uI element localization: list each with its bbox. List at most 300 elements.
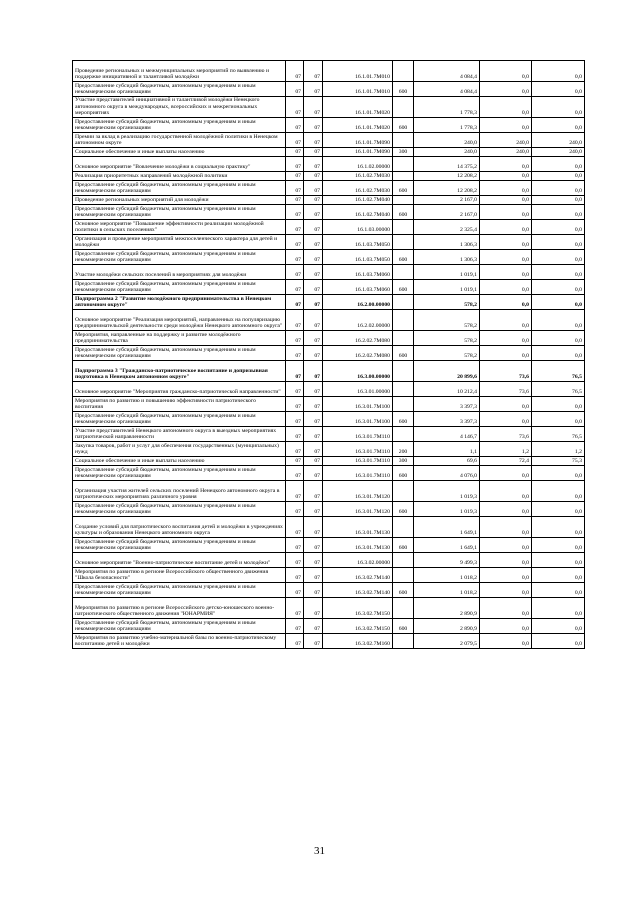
row-amount-3: 0,0: [532, 412, 585, 427]
row-expense-type-code: [393, 157, 414, 172]
row-name: Предоставление субсидий бюджетным, автономным учреждениям и иным некоммерческим организациям: [73, 82, 286, 97]
row-target-article-code: 16.2.02.7М080: [323, 331, 393, 346]
row-amount-3: 0,0: [532, 196, 585, 205]
row-subsection-code: 07: [304, 148, 323, 157]
row-subsection-code: 07: [304, 82, 323, 97]
row-subsection-code: 07: [304, 181, 323, 196]
row-target-article-code: 16.1.01.7М020: [323, 118, 393, 133]
row-amount-3: 0,0: [532, 280, 585, 295]
row-expense-type-code: [393, 481, 414, 502]
row-amount-2: 0,0: [480, 82, 532, 97]
table-row: [73, 265, 585, 280]
row-expense-type-code: [393, 517, 414, 538]
row-name: Подпрограмма 2 "Развитие молодёжного предпринимательства в Ненецком автономном округе": [73, 295, 286, 310]
row-name: Организация и проведение мероприятий межпоселенческого характера для детей и молодёжи: [73, 235, 286, 250]
row-section-code: 07: [286, 517, 304, 538]
row-amount-1: 1 018,2: [414, 568, 480, 583]
row-target-article-code: 16.3.01.00000: [323, 382, 393, 397]
row-amount-2: 0,0: [480, 568, 532, 583]
row-amount-3: 0,0: [532, 265, 585, 280]
row-amount-1: 578,2: [414, 331, 480, 346]
row-amount-3: 0,0: [532, 61, 585, 82]
table-row: [73, 553, 585, 568]
row-target-article-code: 16.2.00.00000: [323, 295, 393, 310]
row-target-article-code: 16.3.01.7М110: [323, 466, 393, 481]
row-amount-3: 76,5: [532, 361, 585, 382]
row-expense-type-code: 600: [393, 538, 414, 553]
row-amount-2: 0,0: [480, 118, 532, 133]
row-section-code: 07: [286, 457, 304, 466]
row-subsection-code: 07: [304, 412, 323, 427]
table-row: [73, 181, 585, 196]
row-expense-type-code: 600: [393, 250, 414, 265]
row-amount-1: 1 019,3: [414, 502, 480, 517]
row-amount-3: 240,0: [532, 148, 585, 157]
row-target-article-code: 16.1.02.7М040: [323, 205, 393, 220]
row-amount-2: 0,0: [480, 295, 532, 310]
row-amount-3: 0,0: [532, 502, 585, 517]
row-section-code: 07: [286, 118, 304, 133]
row-name: Основное мероприятие "Реализация мероприятий, направленных на популяризацию предпринимательской деятельности среди молодёжи Ненецкого автономного округа": [73, 310, 286, 331]
row-name: Социальное обеспечение и иные выплаты населению: [73, 148, 286, 157]
row-expense-type-code: 600: [393, 205, 414, 220]
row-name: Предоставление субсидий бюджетным, автономным учреждениям и иным некоммерческим организациям: [73, 538, 286, 553]
row-amount-3: 0,0: [532, 235, 585, 250]
row-subsection-code: 07: [304, 466, 323, 481]
row-amount-3: 0,0: [532, 634, 585, 649]
table-row: [73, 598, 585, 619]
row-amount-2: 0,0: [480, 346, 532, 361]
row-amount-1: 240,0: [414, 133, 480, 148]
row-amount-3: 0,0: [532, 346, 585, 361]
row-name: Основное мероприятие "Мероприятия гражданско-патриотической направленности": [73, 382, 286, 397]
row-name: Премии за вклад в реализацию государственной молодёжной политики в Ненецком автономном округе: [73, 133, 286, 148]
row-subsection-code: 07: [304, 553, 323, 568]
row-name: Участие представителей Ненецкого автономного округа в выездных мероприятиях патриотической направленности: [73, 427, 286, 442]
row-amount-3: 0,0: [532, 583, 585, 598]
row-section-code: 07: [286, 181, 304, 196]
table-row: [73, 157, 585, 172]
row-name: Мероприятия, направленные на поддержку и развитие молодёжного предпринимательства: [73, 331, 286, 346]
row-subsection-code: 07: [304, 538, 323, 553]
row-section-code: 07: [286, 148, 304, 157]
row-section-code: 07: [286, 82, 304, 97]
row-subsection-code: 07: [304, 583, 323, 598]
row-target-article-code: 16.1.03.7М060: [323, 280, 393, 295]
row-amount-1: 578,2: [414, 346, 480, 361]
row-section-code: 07: [286, 133, 304, 148]
row-name: Подпрограмма 3 "Гражданско-патриотическое воспитание и допризывная подготовка в Ненецком автономном округе": [73, 361, 286, 382]
row-target-article-code: 16.1.03.7М060: [323, 265, 393, 280]
row-amount-3: 0,0: [532, 538, 585, 553]
row-section-code: 07: [286, 442, 304, 457]
row-subsection-code: 07: [304, 280, 323, 295]
row-expense-type-code: 600: [393, 346, 414, 361]
row-name: Участие представителей инициативной и талантливой молодёжи Ненецкого автономного округа в международных, всероссийских и межрегиональных мероприятиях: [73, 97, 286, 118]
row-name: Предоставление субсидий бюджетным, автономным учреждениям и иным некоммерческим организациям: [73, 619, 286, 634]
row-subsection-code: 07: [304, 97, 323, 118]
row-subsection-code: 07: [304, 331, 323, 346]
row-amount-3: 0,0: [532, 517, 585, 538]
row-amount-2: 0,0: [480, 412, 532, 427]
table-row: [73, 397, 585, 412]
row-amount-2: 0,0: [480, 331, 532, 346]
row-amount-2: 0,0: [480, 634, 532, 649]
row-subsection-code: 07: [304, 502, 323, 517]
row-amount-1: 2 079,5: [414, 634, 480, 649]
row-amount-3: 0,0: [532, 82, 585, 97]
row-amount-2: 0,0: [480, 235, 532, 250]
row-section-code: 07: [286, 250, 304, 265]
table-row: [73, 442, 585, 457]
row-amount-1: 14 375,2: [414, 157, 480, 172]
row-amount-2: 0,0: [480, 466, 532, 481]
row-target-article-code: 16.3.02.7М150: [323, 598, 393, 619]
row-section-code: 07: [286, 157, 304, 172]
row-section-code: 07: [286, 502, 304, 517]
row-amount-1: 4 084,4: [414, 82, 480, 97]
row-target-article-code: 16.1.01.7М010: [323, 82, 393, 97]
row-expense-type-code: 600: [393, 466, 414, 481]
row-subsection-code: 07: [304, 133, 323, 148]
row-amount-2: 73,6: [480, 427, 532, 442]
row-target-article-code: 16.1.02.00000: [323, 157, 393, 172]
row-amount-1: 9 499,3: [414, 553, 480, 568]
row-target-article-code: 16.3.02.7М140: [323, 583, 393, 598]
table-row: [73, 133, 585, 148]
row-target-article-code: 16.1.01.7М090: [323, 148, 393, 157]
row-amount-2: 0,0: [480, 280, 532, 295]
row-subsection-code: 07: [304, 205, 323, 220]
row-expense-type-code: [393, 235, 414, 250]
row-amount-2: 0,0: [480, 97, 532, 118]
row-subsection-code: 07: [304, 250, 323, 265]
row-amount-3: 76,5: [532, 382, 585, 397]
row-target-article-code: 16.3.01.7М110: [323, 457, 393, 466]
row-name: Проведение региональных мероприятий для молодёжи: [73, 196, 286, 205]
row-amount-3: 0,0: [532, 481, 585, 502]
row-amount-3: 1,2: [532, 442, 585, 457]
row-name: Проведение региональных и межмуниципальных мероприятий по выявлению и поддержке инициативной и талантливой молодёжи: [73, 61, 286, 82]
row-name: Предоставление субсидий бюджетным, автономным учреждениям и иным некоммерческим организациям: [73, 181, 286, 196]
row-target-article-code: 16.3.01.7М130: [323, 517, 393, 538]
row-expense-type-code: [393, 97, 414, 118]
row-name: Социальное обеспечение и иные выплаты населению: [73, 457, 286, 466]
row-section-code: 07: [286, 619, 304, 634]
row-section-code: 07: [286, 598, 304, 619]
row-name: Мероприятия по развитию учебно-материальной базы по военно-патриотическому воспитанию детей и молодёжи: [73, 634, 286, 649]
row-section-code: 07: [286, 361, 304, 382]
row-amount-1: 1 306,3: [414, 250, 480, 265]
row-subsection-code: 07: [304, 220, 323, 235]
row-amount-3: 0,0: [532, 118, 585, 133]
row-amount-2: 73,6: [480, 361, 532, 382]
table-row: [73, 538, 585, 553]
row-amount-1: 2 325,4: [414, 220, 480, 235]
page-number: 31: [314, 845, 325, 857]
table-row: [73, 118, 585, 133]
row-subsection-code: 07: [304, 457, 323, 466]
row-amount-2: 0,0: [480, 538, 532, 553]
row-amount-1: 4 146,7: [414, 427, 480, 442]
row-subsection-code: 07: [304, 295, 323, 310]
row-subsection-code: 07: [304, 265, 323, 280]
row-expense-type-code: [393, 295, 414, 310]
row-section-code: 07: [286, 427, 304, 442]
row-expense-type-code: [393, 568, 414, 583]
row-amount-3: 0,0: [532, 619, 585, 634]
row-target-article-code: 16.1.03.7М050: [323, 250, 393, 265]
row-expense-type-code: 600: [393, 82, 414, 97]
table-row: [73, 280, 585, 295]
table-row: [73, 427, 585, 442]
row-name: Основное мероприятие "Повышение эффективности реализации молодёжной политики в сельских поселениях": [73, 220, 286, 235]
row-amount-2: 0,0: [480, 181, 532, 196]
row-amount-1: 2 890,9: [414, 619, 480, 634]
row-name: Предоставление субсидий бюджетным, автономным учреждениям и иным некоммерческим организациям: [73, 280, 286, 295]
table-row: [73, 361, 585, 382]
row-subsection-code: 07: [304, 427, 323, 442]
row-target-article-code: 16.3.01.7М100: [323, 412, 393, 427]
row-target-article-code: 16.1.02.7М040: [323, 196, 393, 205]
row-amount-2: 0,0: [480, 172, 532, 181]
row-amount-2: 0,0: [480, 205, 532, 220]
row-amount-3: 0,0: [532, 295, 585, 310]
row-section-code: 07: [286, 205, 304, 220]
row-amount-2: 72,4: [480, 457, 532, 466]
row-name: Предоставление субсидий бюджетным, автономным учреждениям и иным некоммерческим организациям: [73, 583, 286, 598]
row-target-article-code: 16.3.00.00000: [323, 361, 393, 382]
row-amount-1: 20 899,6: [414, 361, 480, 382]
table-row: [73, 250, 585, 265]
row-subsection-code: 07: [304, 634, 323, 649]
row-expense-type-code: [393, 133, 414, 148]
table-row: [73, 619, 585, 634]
row-section-code: 07: [286, 196, 304, 205]
row-amount-2: 0,0: [480, 157, 532, 172]
row-amount-1: 1 649,1: [414, 538, 480, 553]
row-amount-1: 12 208,2: [414, 181, 480, 196]
row-expense-type-code: [393, 598, 414, 619]
row-target-article-code: 16.1.01.7М090: [323, 133, 393, 148]
row-section-code: 07: [286, 220, 304, 235]
row-section-code: 07: [286, 265, 304, 280]
table-row: [73, 331, 585, 346]
row-amount-1: 578,2: [414, 295, 480, 310]
row-amount-2: 0,0: [480, 481, 532, 502]
row-expense-type-code: 600: [393, 502, 414, 517]
row-amount-3: 0,0: [532, 466, 585, 481]
row-target-article-code: 16.3.01.7М130: [323, 538, 393, 553]
row-amount-1: 1 778,3: [414, 97, 480, 118]
row-amount-1: 1 778,3: [414, 118, 480, 133]
row-expense-type-code: [393, 265, 414, 280]
row-subsection-code: 07: [304, 598, 323, 619]
row-name: Предоставление субсидий бюджетным, автономным учреждениям и иным некоммерческим организациям: [73, 118, 286, 133]
row-name: Основное мероприятие "Вовлечение молодёжи в социальную практику": [73, 157, 286, 172]
table-row: [73, 517, 585, 538]
row-name: Закупка товаров, работ и услуг для обеспечения государственных (муниципальных) нужд: [73, 442, 286, 457]
table-row: [73, 346, 585, 361]
row-name: Предоставление субсидий бюджетным, автономным учреждениям и иным некоммерческим организациям: [73, 250, 286, 265]
row-section-code: 07: [286, 481, 304, 502]
row-target-article-code: 16.3.02.00000: [323, 553, 393, 568]
row-amount-3: 0,0: [532, 568, 585, 583]
row-expense-type-code: [393, 196, 414, 205]
row-target-article-code: 16.3.01.7М110: [323, 427, 393, 442]
table-row: [73, 382, 585, 397]
row-subsection-code: 07: [304, 118, 323, 133]
row-expense-type-code: 600: [393, 118, 414, 133]
row-name: Реализация приоритетных направлений молодёжной политики: [73, 172, 286, 181]
row-expense-type-code: [393, 361, 414, 382]
row-name: Создание условий для патриотического воспитания детей и молодёжи в учреждениях культуры и образования Ненецкого автономного округа: [73, 517, 286, 538]
row-expense-type-code: [393, 397, 414, 412]
row-amount-1: 1 018,2: [414, 583, 480, 598]
row-section-code: 07: [286, 382, 304, 397]
row-amount-2: 0,0: [480, 61, 532, 82]
table-row: [73, 502, 585, 517]
row-expense-type-code: 600: [393, 619, 414, 634]
row-section-code: 07: [286, 331, 304, 346]
row-section-code: 07: [286, 235, 304, 250]
row-expense-type-code: [393, 427, 414, 442]
row-amount-3: 0,0: [532, 310, 585, 331]
row-name: Мероприятия по развитию в регионе Всероссийского детско-юношеского военно-патриотического общественного движения "ЮНАРМИЯ": [73, 598, 286, 619]
row-amount-3: 75,3: [532, 457, 585, 466]
row-target-article-code: 16.1.02.7М030: [323, 172, 393, 181]
row-subsection-code: 07: [304, 442, 323, 457]
row-amount-1: 2 890,9: [414, 598, 480, 619]
row-amount-1: 69,6: [414, 457, 480, 466]
row-amount-2: 0,0: [480, 265, 532, 280]
row-expense-type-code: [393, 172, 414, 181]
table-row: [73, 148, 585, 157]
row-amount-1: 2 167,0: [414, 196, 480, 205]
row-section-code: 07: [286, 553, 304, 568]
row-target-article-code: 16.1.01.7М020: [323, 97, 393, 118]
row-name: Предоставление субсидий бюджетным, автономным учреждениям и иным некоммерческим организациям: [73, 205, 286, 220]
row-amount-2: 1,2: [480, 442, 532, 457]
row-expense-type-code: [393, 553, 414, 568]
table-row: [73, 412, 585, 427]
row-amount-2: 0,0: [480, 598, 532, 619]
row-target-article-code: 16.2.02.7М080: [323, 346, 393, 361]
table-row: [73, 568, 585, 583]
table-row: [73, 310, 585, 331]
row-amount-2: 0,0: [480, 310, 532, 331]
table-row: [73, 295, 585, 310]
row-subsection-code: 07: [304, 346, 323, 361]
table-row: [73, 196, 585, 205]
row-expense-type-code: [393, 634, 414, 649]
row-name: Предоставление субсидий бюджетным, автономным учреждениям и иным некоммерческим организациям: [73, 346, 286, 361]
row-expense-type-code: 600: [393, 583, 414, 598]
row-subsection-code: 07: [304, 196, 323, 205]
row-section-code: 07: [286, 583, 304, 598]
row-section-code: 07: [286, 397, 304, 412]
row-subsection-code: 07: [304, 568, 323, 583]
row-amount-3: 0,0: [532, 598, 585, 619]
row-amount-3: 76,5: [532, 427, 585, 442]
row-amount-3: 0,0: [532, 220, 585, 235]
row-expense-type-code: [393, 331, 414, 346]
row-expense-type-code: 600: [393, 181, 414, 196]
row-section-code: 07: [286, 97, 304, 118]
row-amount-1: 1 019,1: [414, 280, 480, 295]
row-subsection-code: 07: [304, 517, 323, 538]
row-name: Основное мероприятие "Военно-патриотическое воспитание детей и молодёжи": [73, 553, 286, 568]
row-section-code: 07: [286, 412, 304, 427]
row-target-article-code: 16.1.01.7М010: [323, 61, 393, 82]
row-amount-1: 1 649,1: [414, 517, 480, 538]
row-target-article-code: 16.1.03.00000: [323, 220, 393, 235]
row-name: Предоставление субсидий бюджетным, автономным учреждениям и иным некоммерческим организациям: [73, 502, 286, 517]
table-row: [73, 61, 585, 82]
row-section-code: 07: [286, 538, 304, 553]
row-subsection-code: 07: [304, 310, 323, 331]
row-section-code: 07: [286, 634, 304, 649]
row-target-article-code: 16.3.01.7М100: [323, 397, 393, 412]
row-target-article-code: 16.3.02.7М150: [323, 619, 393, 634]
table-row: [73, 481, 585, 502]
table-row: [73, 457, 585, 466]
row-section-code: 07: [286, 172, 304, 181]
row-amount-3: 0,0: [532, 157, 585, 172]
row-subsection-code: 07: [304, 172, 323, 181]
row-amount-1: 4 084,4: [414, 61, 480, 82]
row-amount-2: 0,0: [480, 397, 532, 412]
row-target-article-code: 16.1.02.7М030: [323, 181, 393, 196]
table-row: [73, 220, 585, 235]
row-amount-1: 12 208,2: [414, 172, 480, 181]
row-amount-2: 73,6: [480, 382, 532, 397]
table-row: [73, 583, 585, 598]
row-name: Участие молодёжи сельских поселений в мероприятиях для молодёжи: [73, 265, 286, 280]
row-expense-type-code: 200: [393, 442, 414, 457]
table-row: [73, 172, 585, 181]
row-amount-3: 0,0: [532, 172, 585, 181]
row-target-article-code: 16.3.02.7М160: [323, 634, 393, 649]
row-name: Мероприятия по развитию в регионе Всероссийского общественного движения "Школа безопасности": [73, 568, 286, 583]
row-amount-2: 0,0: [480, 196, 532, 205]
row-amount-2: 0,0: [480, 250, 532, 265]
row-subsection-code: 07: [304, 235, 323, 250]
row-amount-1: 2 167,0: [414, 205, 480, 220]
row-expense-type-code: 300: [393, 457, 414, 466]
row-section-code: 07: [286, 280, 304, 295]
row-section-code: 07: [286, 310, 304, 331]
row-section-code: 07: [286, 61, 304, 82]
row-section-code: 07: [286, 568, 304, 583]
row-section-code: 07: [286, 346, 304, 361]
row-amount-1: 10 212,4: [414, 382, 480, 397]
budget-table: [72, 60, 585, 649]
row-amount-1: 578,2: [414, 310, 480, 331]
table-row: [73, 466, 585, 481]
row-amount-3: 240,0: [532, 133, 585, 148]
row-amount-1: 4 076,0: [414, 466, 480, 481]
row-subsection-code: 07: [304, 61, 323, 82]
row-amount-1: 1 019,3: [414, 481, 480, 502]
row-amount-1: 240,0: [414, 148, 480, 157]
row-amount-2: 0,0: [480, 517, 532, 538]
row-amount-3: 0,0: [532, 97, 585, 118]
row-target-article-code: 16.3.01.7М120: [323, 481, 393, 502]
row-target-article-code: 16.2.02.00000: [323, 310, 393, 331]
row-subsection-code: 07: [304, 619, 323, 634]
table-row: [73, 235, 585, 250]
